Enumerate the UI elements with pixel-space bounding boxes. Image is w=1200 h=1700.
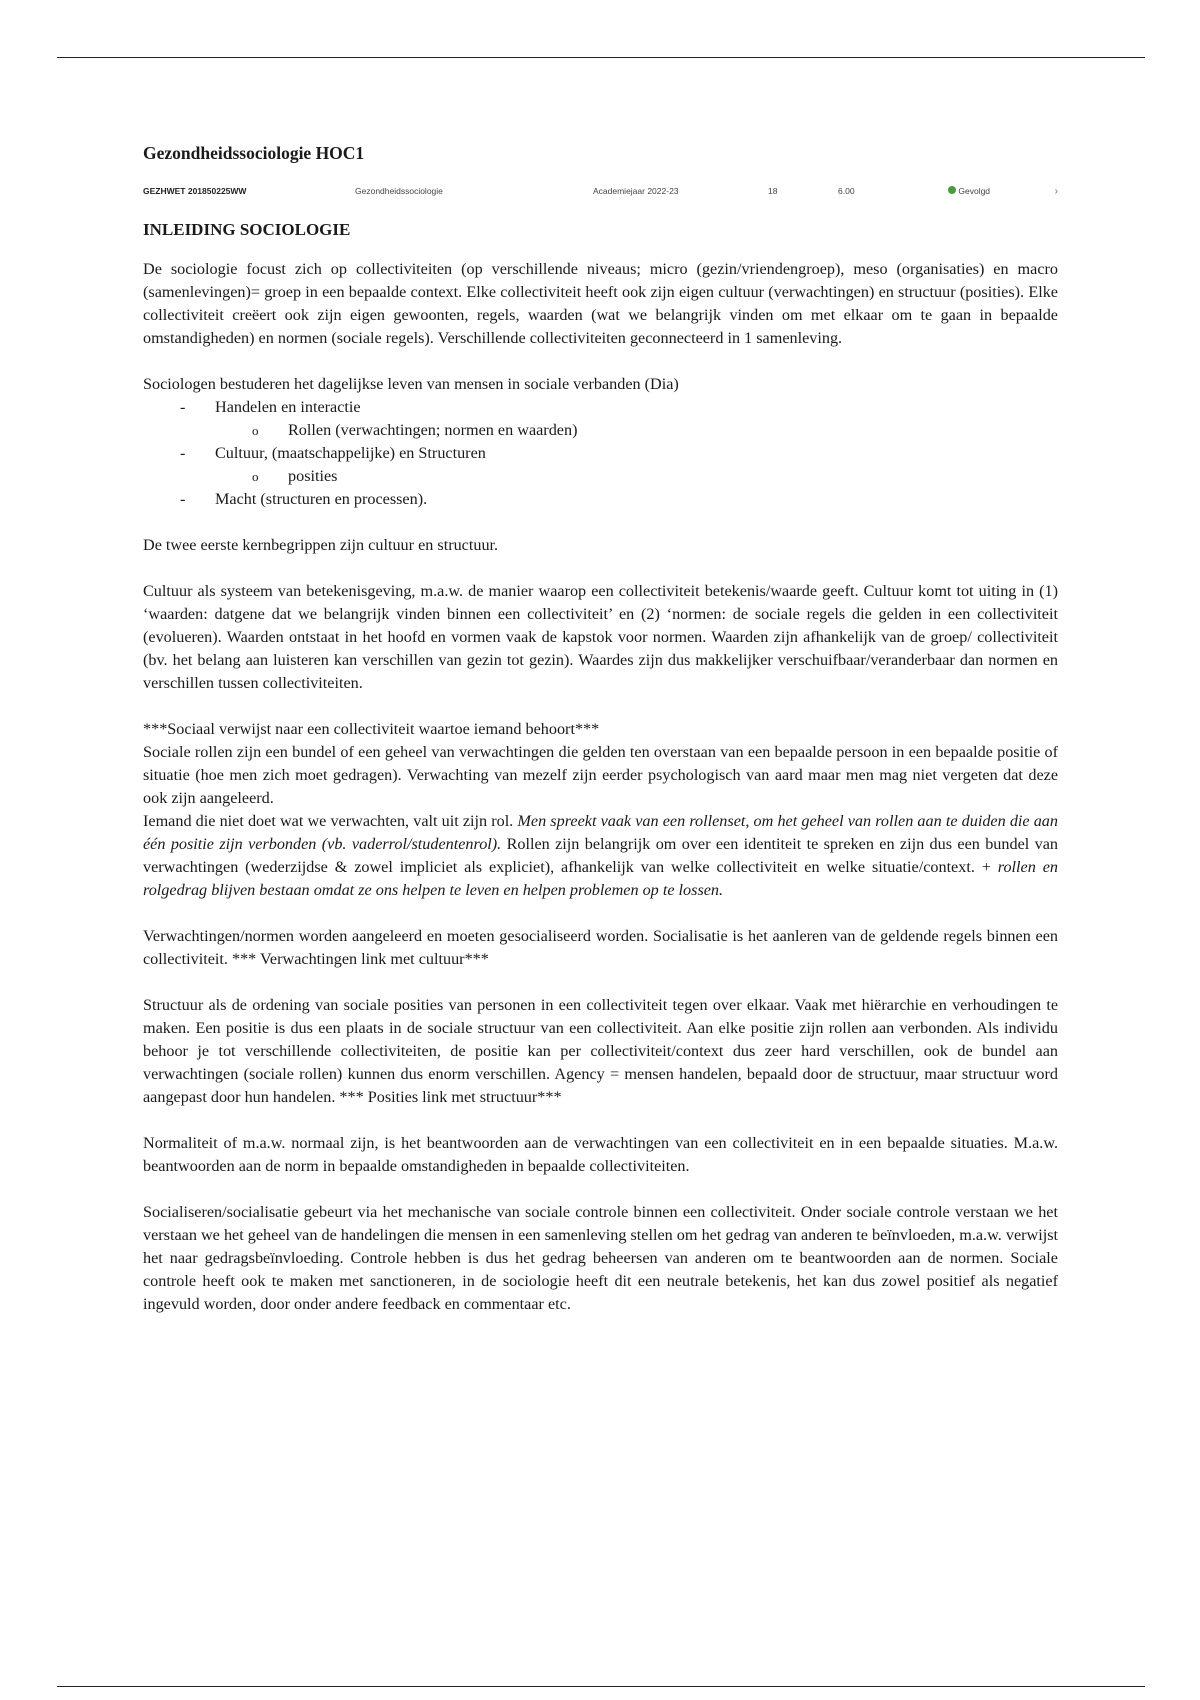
dash-marker: - (180, 490, 186, 508)
status-dot-icon (948, 186, 956, 194)
paragraph-normaliteit: Normaliteit of m.a.w. normaal zijn, is het beantwoorden aan de verwachtingen van een collectiviteit en in een bepaalde situaties. M.a.w. beantwoorden aan de norm in bepaalde omstandigheden in bepaalde collectiviteiten. (143, 1134, 1058, 1175)
note-sociaal: ***Sociaal verwijst naar een collectiviteit waartoe iemand behoort*** (143, 720, 600, 738)
paragraph-collectiviteiten: De sociologie focust zich op collectiviteiten (op verschillende niveaus; micro (gezin/vriendengroep), meso (organisaties) en macro (samenlevingen)= groep in een bepaalde context. Elke collectiviteit heeft ook zijn eigen cultuur (verwachtingen) en structuur (posities). Elke collectiviteit creëert ook zijn eigen gewoonten, regels, waarden (wat we belangrijk vinden om met elkaar om te gaan in bepaalde omstandigheden) en normen (sociale regels). Verschillende collectiviteiten geconnecteerd in 1 samenleving. (143, 260, 1058, 347)
dash-marker: - (180, 398, 186, 416)
academic-year: Academiejaar 2022-23 (593, 186, 679, 196)
paragraph-rollenset: Iemand die niet doet wat we verwachten, valt uit zijn rol. Men spreekt vaak van een rollenset, om het geheel van rollen aan te duiden die aan één positie zijn verbonden (vb. vaderrol/studentenrol). Rollen zijn belangrijk om over een identiteit te spreken en zijn dus een bundel van verwachtingen (wederzijdse & zowel impliciet als expliciet), afhankelijk van welke collectiviteit en welke situatie/context. + rollen en rolgedrag blijven bestaan omdat ze ons helpen te leven en helpen problemen op te lossen. (143, 812, 1058, 899)
footer-rule (57, 1686, 1145, 1687)
course-info-strip (143, 178, 1058, 204)
paragraph-sociale-controle: Socialiseren/socialisatie gebeurt via het mechanische van sociale controle binnen een collectiviteit. Onder sociale controle verstaan we het verstaan we het geheel van de handelingen die mensen in een samenleving stellen om het gedrag van anderen te beïnvloeden, m.a.w. verwijst het naar gedragsbeïnvloeding. Controle hebben is dus het gedrag beheersen van anderen om te beantwoorden aan de normen. Sociale controle heeft ook te maken met sanctioneren, in de sociologie heeft dit een neutrale betekenis, het kan dus zowel positief als negatief ingevuld worden, door onder andere feedback en commentaar etc. (143, 1203, 1058, 1313)
paragraph-socialisatie: Verwachtingen/normen worden aangeleerd en moeten gesocialiseerd worden. Socialisatie is het aanleren van de geldende regels binnen een collectiviteit. *** Verwachtingen link met cultuur*** (143, 927, 1058, 968)
course-name: Gezondheidssociologie (355, 186, 443, 196)
course-status (948, 186, 1048, 196)
circle-bullet-icon: o (252, 423, 259, 438)
italic-rolgedrag: rollen en rolgedrag blijven bestaan omdat ze ons helpen te leven en helpen problemen op te lossen. (143, 858, 1058, 899)
document-title: Gezondheidssociologie HOC1 (143, 143, 365, 163)
status-label: Gevolgd (958, 186, 991, 196)
paragraph-sociale-rollen: Sociale rollen zijn een bundel of een geheel van verwachtingen die gelden ten overstaan van een bepaalde persoon in een bepaalde positie of situatie (hoe men zich moet gedragen). Verwachting van mezelf zijn eerder psychologisch van aard maar men mag niet vergeten dat deze ook zijn aangeleerd. (143, 743, 1058, 807)
section-title: INLEIDING SOCIOLOGIE (143, 220, 351, 239)
course-number: 18 (768, 186, 778, 196)
paragraph-structuur: Structuur als de ordening van sociale posities van personen in een collectiviteit tegen over elkaar. Vaak met hiërarchie en verhoudingen te maken. Een positie is dus een plaats in de sociale structuur van een collectiviteit. Aan elke positie zijn rollen aan verbonden. Als individu behoor je tot verschillende collectiviteiten, de positie kan per collectiviteit/context dus zeer hard verschillen, ook de bundel aan verwachtingen (sociale rollen) kunnen dus enorm verschillen. Agency = mensen handelen, bepaald door de structuur, maar structuur word aangepast door hun handelen. *** Posities link met structuur*** (143, 996, 1058, 1106)
document-page (143, 143, 1058, 1316)
list-item: - Cultuur, (maatschappelijke) en Structuren o posities (143, 442, 1058, 488)
paragraph-cultuur: Cultuur als systeem van betekenisgeving, m.a.w. de manier waarop een collectiviteit betekenis/waarde geeft. Cultuur komt tot uiting in (1) ‘waarden: datgene dat we belangrijk vinden binnen een collectiviteit’ en (2) ‘normen: de sociale regels die gelden in een collectiviteit (evolueren). Waarden ontstaat in het hoofd en vormen vaak de kapstok voor normen. Waarden zijn afhankelijk van de groep/ collectiviteit (bv. het belang aan luisteren kan verschillen van gezin tot gezin). Waardes zijn dus makkelijker verschuifbaar/veranderbaar dan normen en verschillen tussen collectiviteiten. (143, 582, 1058, 692)
italic-rollenset: Men spreekt vaak van een rollenset, om het geheel van rollen aan te duiden die aan één positie zijn verbonden (vb. vaderrol/studentenrol). (143, 812, 1058, 853)
list-item: - Macht (structuren en processen). (143, 488, 1058, 511)
header-rule (57, 57, 1145, 58)
dash-marker: - (180, 444, 186, 462)
sub-list-item: o posities (143, 465, 1058, 488)
paragraph-kernbegrippen: De twee eerste kernbegrippen zijn cultuur en structuur. (143, 536, 499, 554)
course-credits: 6.00 (838, 186, 855, 196)
kernbegrippen-list (143, 396, 1058, 511)
list-item: - Handelen en interactie o Rollen (verwachtingen; normen en waarden) (143, 396, 1058, 442)
sub-list-item: o Rollen (verwachtingen; normen en waarden) (143, 419, 1058, 442)
course-code: GEZHWET 201850225WW (143, 186, 247, 196)
chevron-right-icon: › (1054, 185, 1058, 197)
paragraph-sociologen: Sociologen bestuderen het dagelijkse leven van mensen in sociale verbanden (Dia) (143, 375, 679, 393)
circle-bullet-icon: o (252, 469, 259, 484)
